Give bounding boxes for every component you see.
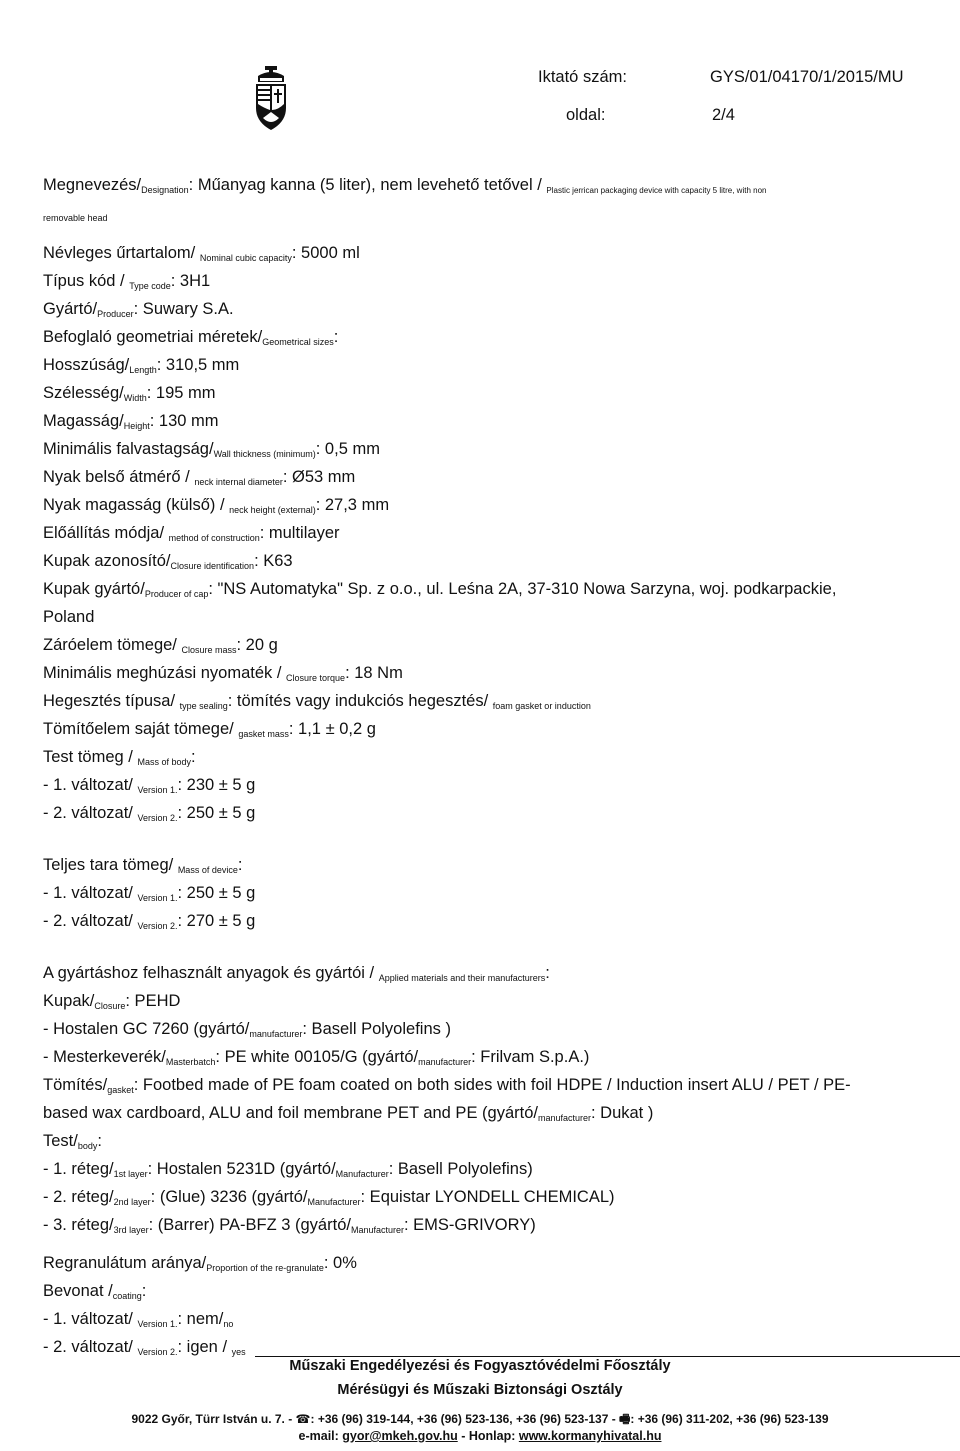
line-text: : (Barrer) PA-BFZ 3 (gyártó/ bbox=[148, 1216, 351, 1234]
line-text: Kupak gyártó/ bbox=[43, 580, 145, 598]
footer-contact bbox=[0, 1429, 960, 1443]
line-text: : 1,1 ± 0,2 g bbox=[288, 720, 376, 738]
email-label: e-mail: bbox=[298, 1429, 343, 1443]
body-line bbox=[43, 411, 219, 436]
line-text: : 18 Nm bbox=[345, 664, 403, 682]
footer-address: 9022 Győr, Türr István u. 7. - ☎: +36 (96) 319-144, +36 (96) 523-136, +36 (96) 523-137 - 🖷: +36 (96) 311-202, +36 (96) 523-139 bbox=[131, 1412, 829, 1426]
body-line bbox=[43, 747, 196, 772]
line-text: : 0,5 mm bbox=[315, 440, 380, 458]
english-translation: 3rd layer bbox=[113, 1225, 149, 1235]
line-text: : bbox=[237, 856, 243, 874]
body-line bbox=[43, 991, 180, 1016]
body-line bbox=[43, 1075, 851, 1100]
body-line bbox=[43, 1281, 146, 1306]
english-translation: 1st layer bbox=[113, 1169, 148, 1179]
body-line bbox=[43, 355, 239, 380]
english-translation: Wall thickness (minimum) bbox=[213, 449, 316, 459]
line-text: : Ø53 mm bbox=[282, 468, 356, 486]
body-line bbox=[43, 175, 766, 201]
english-translation: gasket bbox=[107, 1085, 134, 1095]
line-text: : PE white 00105/G (gyártó/ bbox=[215, 1048, 419, 1066]
line-text: - 2. változat/ bbox=[43, 804, 138, 822]
english-translation: Width bbox=[123, 393, 147, 403]
body-line bbox=[43, 883, 255, 908]
line-text: Teljes tara tömeg/ bbox=[43, 856, 178, 874]
body-line bbox=[43, 1309, 233, 1334]
page-number: 2/4 bbox=[712, 106, 735, 124]
english-translation: Closure mass bbox=[181, 645, 237, 655]
english-translation: neck height (external) bbox=[229, 505, 316, 515]
body-line bbox=[43, 551, 293, 576]
english-translation: Type code bbox=[129, 281, 171, 291]
english-translation: Height bbox=[123, 421, 150, 431]
body-line bbox=[43, 467, 355, 492]
body-line bbox=[43, 803, 255, 828]
line-text: : Suwary S.A. bbox=[133, 300, 234, 318]
body-line bbox=[43, 663, 403, 688]
body-line bbox=[43, 1159, 533, 1184]
line-text: : 195 mm bbox=[146, 384, 216, 402]
english-translation: Mass of device bbox=[177, 865, 238, 875]
english-translation: body bbox=[77, 1141, 98, 1151]
body-line bbox=[43, 607, 94, 627]
line-text: : Frilvam S.p.A.) bbox=[471, 1048, 590, 1066]
english-translation: Version 2. bbox=[137, 921, 178, 931]
english-translation: 2nd layer bbox=[113, 1197, 151, 1207]
line-text: : 230 ± 5 g bbox=[177, 776, 256, 794]
line-text: Szélesség/ bbox=[43, 384, 124, 402]
website-label: - Honlap: bbox=[457, 1429, 519, 1443]
line-text: : Műanyag kanna (5 liter), nem levehető tetővel / bbox=[188, 176, 547, 194]
english-translation: Nominal cubic capacity bbox=[199, 253, 292, 263]
body-line bbox=[43, 1047, 589, 1072]
english-translation: Applied materials and their manufacturers bbox=[378, 973, 546, 983]
line-text: - 2. változat/ bbox=[43, 912, 138, 930]
body-line bbox=[43, 383, 216, 408]
line-text: Előállítás módja/ bbox=[43, 524, 169, 542]
line-text: : 3H1 bbox=[170, 272, 211, 290]
line-text: : Basell Polyolefins ) bbox=[302, 1020, 451, 1038]
english-translation: Manufacturer bbox=[307, 1197, 361, 1207]
english-translation: Proportion of the re-granulate bbox=[206, 1263, 324, 1273]
english-translation: Plastic jerrican packaging device with capacity 5 litre, with non bbox=[546, 186, 767, 195]
body-line bbox=[43, 1187, 615, 1212]
email-link[interactable]: gyor@mkeh.gov.hu bbox=[342, 1429, 458, 1443]
line-text: : K63 bbox=[254, 552, 293, 570]
line-text: : Hostalen 5231D (gyártó/ bbox=[147, 1160, 336, 1178]
body-line bbox=[43, 963, 550, 988]
english-translation: Manufacturer bbox=[350, 1225, 404, 1235]
line-text: - 2. réteg/ bbox=[43, 1188, 114, 1206]
line-text: : bbox=[191, 748, 196, 766]
line-text: : bbox=[141, 1282, 147, 1300]
line-text: : 250 ± 5 g bbox=[177, 804, 256, 822]
body-line bbox=[43, 523, 340, 548]
line-text: : 27,3 mm bbox=[315, 496, 390, 514]
english-translation: Producer bbox=[97, 309, 134, 319]
line-text: Regranulátum aránya/ bbox=[43, 1254, 207, 1272]
line-text: : igen / bbox=[177, 1338, 232, 1356]
english-translation: method of construction bbox=[168, 533, 260, 543]
line-text: Kupak azonosító/ bbox=[43, 552, 171, 570]
line-text: : tömítés vagy indukciós hegesztés/ bbox=[227, 692, 493, 710]
body-line bbox=[43, 1215, 536, 1240]
line-text: Megnevezés/ bbox=[43, 176, 142, 194]
body-line bbox=[43, 1103, 653, 1128]
line-text: : bbox=[545, 964, 550, 982]
body-line bbox=[43, 1253, 357, 1278]
body-line bbox=[43, 719, 376, 744]
line-text: Test/ bbox=[43, 1132, 78, 1150]
line-text: Névleges űrtartalom/ bbox=[43, 244, 200, 262]
body-line bbox=[43, 299, 234, 324]
body-line bbox=[43, 327, 338, 352]
body-line bbox=[43, 1019, 451, 1044]
english-translation: foam gasket or induction bbox=[492, 701, 591, 711]
english-translation: Version 1. bbox=[137, 1319, 178, 1329]
english-translation: coating bbox=[112, 1291, 142, 1301]
line-text: Típus kód / bbox=[43, 272, 130, 290]
english-translation: Producer of cap bbox=[144, 589, 209, 599]
english-translation: Mass of body bbox=[137, 757, 191, 767]
english-translation: neck internal diameter bbox=[194, 477, 283, 487]
line-text: : bbox=[333, 328, 339, 346]
body-line bbox=[43, 271, 210, 296]
line-text: Befoglaló geometriai méretek/ bbox=[43, 328, 263, 346]
line-text: : bbox=[97, 1132, 102, 1150]
line-text: - 1. változat/ bbox=[43, 1310, 138, 1328]
body-line bbox=[43, 243, 360, 268]
line-text: Tömítés/ bbox=[43, 1076, 108, 1094]
footer-department: Műszaki Engedélyezési és Fogyasztóvédelmi Főosztály bbox=[289, 1358, 671, 1374]
english-translation: Masterbatch bbox=[165, 1057, 216, 1067]
line-text: : 0% bbox=[323, 1254, 357, 1272]
registration-number: GYS/01/04170/1/2015/MU bbox=[710, 68, 904, 86]
body-line bbox=[43, 775, 255, 800]
line-text: : multilayer bbox=[259, 524, 340, 542]
english-translation: Closure torque bbox=[286, 673, 346, 683]
body-line bbox=[43, 439, 380, 464]
body-line bbox=[43, 495, 389, 520]
english-translation: type sealing bbox=[179, 701, 228, 711]
line-text: - 1. réteg/ bbox=[43, 1160, 114, 1178]
line-text: : 270 ± 5 g bbox=[177, 912, 256, 930]
line-text: : Basell Polyolefins) bbox=[388, 1160, 533, 1178]
line-text: : EMS-GRIVORY) bbox=[403, 1216, 536, 1234]
line-text: - 2. változat/ bbox=[43, 1338, 138, 1356]
line-text: Nyak belső átmérő / bbox=[43, 468, 195, 486]
website-link[interactable]: www.kormanyhivatal.hu bbox=[518, 1429, 662, 1443]
english-translation: removable head bbox=[43, 213, 108, 223]
line-text: Minimális falvastagság/ bbox=[43, 440, 214, 458]
line-text: : 5000 ml bbox=[291, 244, 360, 262]
line-text: : 250 ± 5 g bbox=[177, 884, 256, 902]
footer-divider bbox=[255, 1356, 960, 1357]
line-text: Test tömeg / bbox=[43, 748, 138, 766]
english-translation: manufacturer bbox=[249, 1029, 303, 1039]
english-translation: Length bbox=[129, 365, 157, 375]
english-translation: Version 2. bbox=[137, 1347, 178, 1357]
body-line bbox=[43, 691, 591, 716]
english-translation: yes bbox=[231, 1347, 246, 1357]
english-translation: Designation bbox=[141, 185, 189, 195]
line-text: - Hostalen GC 7260 (gyártó/ bbox=[43, 1020, 250, 1038]
english-translation: Manufacturer bbox=[335, 1169, 389, 1179]
line-text: - 1. változat/ bbox=[43, 776, 138, 794]
line-text: - Mesterkeverék/ bbox=[43, 1048, 166, 1066]
line-text: Bevonat / bbox=[43, 1282, 113, 1300]
line-text: - 1. változat/ bbox=[43, 884, 138, 902]
english-translation: Version 1. bbox=[137, 893, 178, 903]
body-line bbox=[43, 855, 242, 880]
coat-of-arms-icon bbox=[250, 64, 292, 132]
english-translation: manufacturer bbox=[418, 1057, 472, 1067]
line-text: Nyak magasság (külső) / bbox=[43, 496, 230, 514]
footer-office: Mérésügyi és Műszaki Biztonsági Osztály bbox=[337, 1382, 623, 1398]
english-translation: manufacturer bbox=[537, 1113, 591, 1123]
line-text: : PEHD bbox=[125, 992, 181, 1010]
body-line bbox=[43, 635, 278, 660]
line-text: : "NS Automatyka" Sp. z o.o., ul. Leśna 2A, 37-310 Nowa Sarzyna, woj. podkarpackie, bbox=[208, 580, 837, 598]
english-translation: Geometrical sizes bbox=[262, 337, 334, 347]
line-text: : 310,5 mm bbox=[156, 356, 240, 374]
line-text: : 130 mm bbox=[149, 412, 219, 430]
body-line bbox=[43, 579, 836, 604]
line-text: : nem/ bbox=[177, 1310, 224, 1328]
line-text: : Equistar LYONDELL CHEMICAL) bbox=[360, 1188, 615, 1206]
body-line bbox=[43, 1131, 102, 1156]
body-line bbox=[43, 911, 255, 936]
line-text: Hosszúság/ bbox=[43, 356, 130, 374]
line-text: based wax cardboard, ALU and foil membrane PET and PE (gyártó/ bbox=[43, 1104, 538, 1122]
body-line bbox=[43, 205, 108, 228]
line-text: Minimális meghúzási nyomaték / bbox=[43, 664, 287, 682]
line-text: Záróelem tömege/ bbox=[43, 636, 182, 654]
line-text: : Dukat ) bbox=[591, 1104, 654, 1122]
registration-label: Iktató szám: bbox=[538, 68, 627, 86]
line-text: : (Glue) 3236 (gyártó/ bbox=[150, 1188, 308, 1206]
page-label: oldal: bbox=[566, 106, 606, 124]
line-text: Tömítőelem saját tömege/ bbox=[43, 720, 239, 738]
english-translation: Closure bbox=[94, 1001, 126, 1011]
line-text: : 20 g bbox=[236, 636, 278, 654]
line-text: Poland bbox=[43, 608, 95, 626]
english-translation: gasket mass bbox=[238, 729, 289, 739]
line-text: : Footbed made of PE foam coated on both sides with foil HDPE / Induction insert ALU / PET / PE- bbox=[133, 1076, 851, 1094]
english-translation: Version 2. bbox=[137, 813, 178, 823]
line-text: Gyártó/ bbox=[43, 300, 98, 318]
line-text: Magasság/ bbox=[43, 412, 124, 430]
line-text: Kupak/ bbox=[43, 992, 95, 1010]
line-text: - 3. réteg/ bbox=[43, 1216, 114, 1234]
english-translation: Version 1. bbox=[137, 785, 178, 795]
english-translation: Closure identification bbox=[170, 561, 255, 571]
line-text: A gyártáshoz felhasznált anyagok és gyártói / bbox=[43, 964, 379, 982]
line-text: Hegesztés típusa/ bbox=[43, 692, 180, 710]
english-translation: no bbox=[223, 1319, 234, 1329]
